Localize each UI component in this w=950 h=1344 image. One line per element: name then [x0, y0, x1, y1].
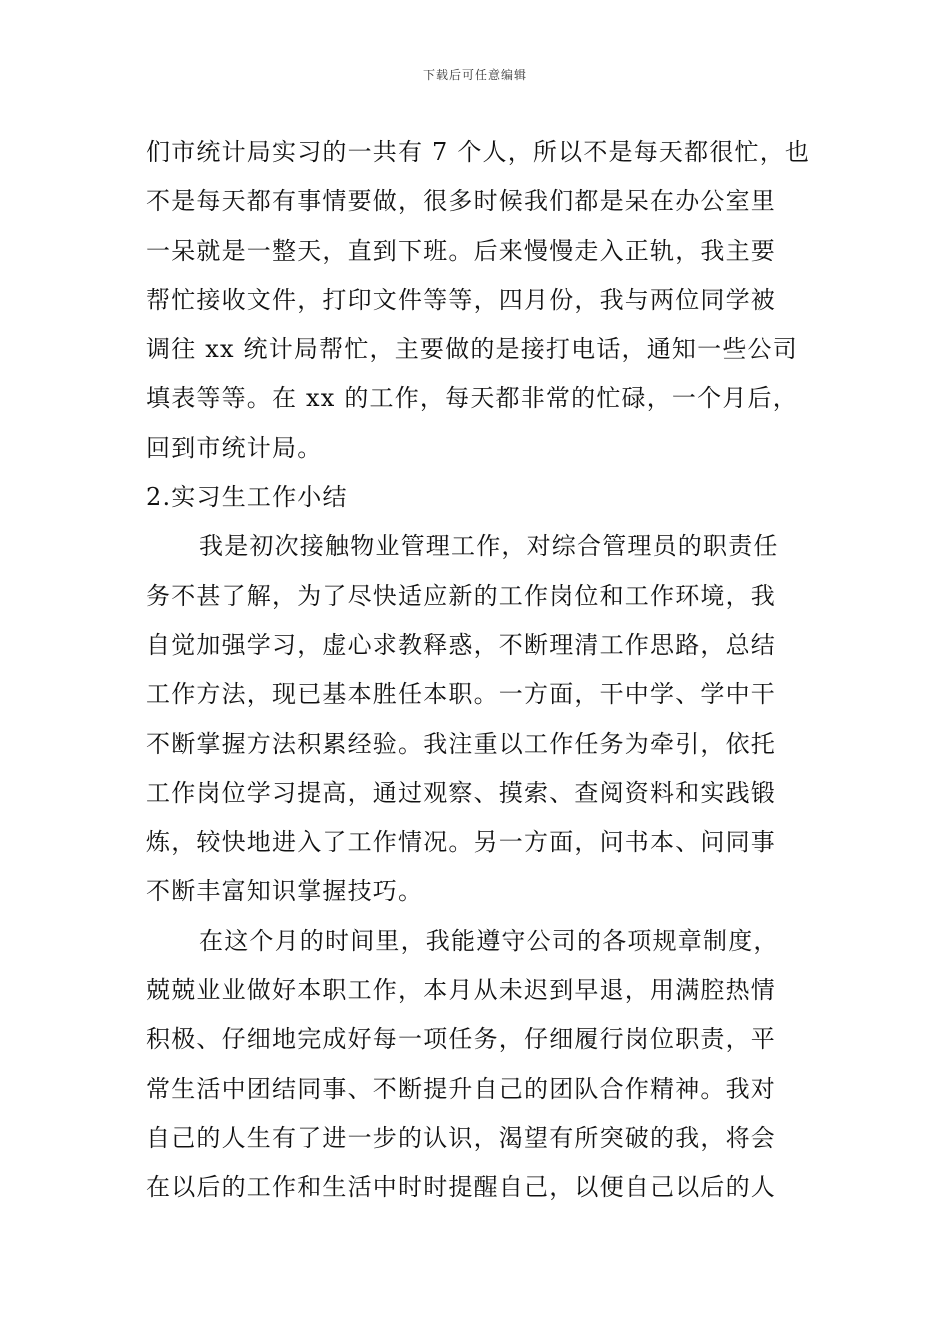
- text-line: 调往 xx 统计局帮忙，主要做的是接打电话，通知一些公司: [146, 335, 798, 364]
- text-line: 兢兢业业做好本职工作，本月从未迟到早退，用满腔热情: [146, 976, 776, 1005]
- text-line: 务不甚了解，为了尽快适应新的工作岗位和工作环境，我: [146, 581, 776, 610]
- text-line: 自觉加强学习，虚心求教释惑，不断理清工作思路，总结: [146, 630, 776, 659]
- document-body: [146, 128, 811, 1213]
- section-heading: 2.实习生工作小结: [146, 483, 348, 512]
- paragraph-first-line: 我是初次接触物业管理工作，对综合管理员的职责任: [199, 532, 779, 561]
- text-line: 自己的人生有了进一步的认识，渴望有所突破的我，将会: [146, 1123, 776, 1152]
- text-line: 一呆就是一整天，直到下班。后来慢慢走入正轨，我主要: [146, 236, 776, 265]
- page-header: 下载后可任意编辑: [422, 68, 527, 82]
- text-line: 帮忙接收文件，打印文件等等，四月份，我与两位同学被: [146, 285, 776, 314]
- text-line: 炼，较快地进入了工作情况。另一方面，问书本、问同事: [146, 828, 776, 857]
- text-line: 回到市统计局。: [146, 433, 323, 462]
- text-line: 工作岗位学习提高，通过观察、摸索、查阅资料和实践锻: [146, 778, 776, 807]
- text-line: 不断丰富知识掌握技巧。: [146, 877, 424, 906]
- text-line: 常生活中团结同事、不断提升自己的团队合作精神。我对: [146, 1074, 776, 1103]
- text-line: 积极、仔细地完成好每一项任务，仔细履行岗位职责，平: [146, 1025, 776, 1054]
- text-line: 不是每天都有事情要做，很多时候我们都是呆在办公室里: [146, 187, 776, 216]
- text-line: 填表等等。在 xx 的工作，每天都非常的忙碌，一个月后，: [146, 384, 798, 413]
- text-line: 工作方法，现已基本胜任本职。一方面，干中学、学中干: [146, 680, 776, 709]
- text-line: 不断掌握方法积累经验。我注重以工作任务为牵引，依托: [146, 729, 776, 758]
- text-line: 在以后的工作和生活中时时提醒自己，以便自己以后的人: [146, 1173, 776, 1202]
- paragraph-first-line: 在这个月的时间里，我能遵守公司的各项规章制度，: [199, 926, 779, 955]
- text-line: 们市统计局实习的一共有 7 个人，所以不是每天都很忙，也: [146, 138, 811, 166]
